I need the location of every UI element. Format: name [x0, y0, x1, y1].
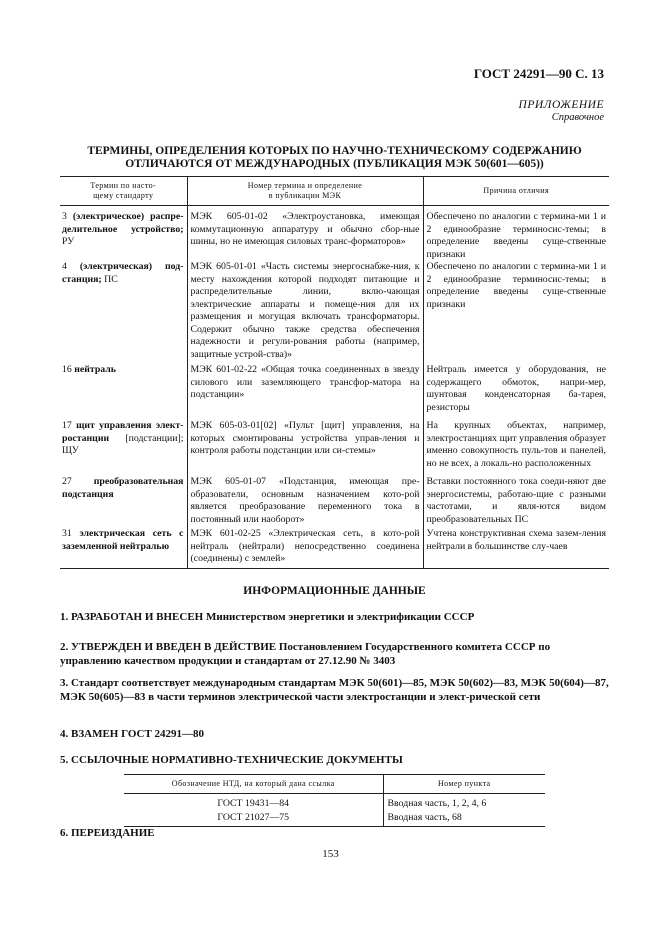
reason-cell: Нейтраль имеется у оборудования, не содержащего обмоток, напри-мер, шунтовая конденсаторная ба-тарея, резисторы — [423, 361, 609, 414]
table-row — [124, 794, 545, 812]
term-cell: 27 преобразовательная подстанция — [62, 476, 184, 500]
info-section-title: ИНФОРМАЦИОННЫЕ ДАННЫЕ — [243, 585, 426, 597]
title-line-1: ТЕРМИНЫ, ОПРЕДЕЛЕНИЯ КОТОРЫХ ПО НАУЧНО-ТЕХНИЧЕСКОМУ СОДЕРЖАНИЮ — [87, 145, 582, 157]
terms-header-row — [60, 177, 609, 206]
table-row — [60, 414, 609, 470]
ref-doc-cell: ГОСТ 19431—84 — [217, 798, 290, 809]
table-row — [60, 261, 609, 361]
term-cell: 16 нейтраль — [62, 364, 116, 375]
appendix-label: ПРИЛОЖЕНИЕ — [518, 99, 604, 111]
definition-cell: МЭК 605-01-07 «Подстанция, имеющая пре-образователи, основным назначением кото-рой является преобразование переменного тока в постоянный или наоборот» — [187, 470, 423, 526]
info-item-1: 1. РАЗРАБОТАН И ВНЕСЕН Министерством энергетики и электрификации СССР — [60, 611, 475, 623]
terms-col-header-reason: Причина отличия — [423, 177, 609, 206]
term-cell: 4 (электрическая) под-станция; ПС — [62, 261, 184, 285]
table-row — [60, 470, 609, 526]
page-header: ГОСТ 24291—90 С. 13 — [473, 66, 604, 81]
info-item-5: 5. ССЫЛОЧНЫЕ НОРМАТИВНО-ТЕХНИЧЕСКИЕ ДОКУМЕНТЫ — [60, 754, 403, 766]
refs-table — [124, 774, 545, 827]
refs-col-header-doc: Обозначение НТД, на который дана ссылка — [124, 775, 383, 794]
ref-items-cell: Вводная часть, 68 — [383, 811, 545, 827]
table-row — [60, 526, 609, 568]
term-cell: 17 щит управления элект-ростанции [подстанции]; ЩУ — [62, 420, 184, 456]
definition-cell: МЭК 601-02-25 «Электрическая сеть, в кото-рой нейтраль (нейтрали) непосредственно соединена (соединены) с землей» — [187, 526, 423, 568]
definition-cell: МЭК 605-03-01[02] «Пульт [щит] управления, на которых смонтированы устройства управ-ления и контроля работы подстанции или си-стемы» — [187, 414, 423, 470]
table-row — [60, 361, 609, 414]
refs-col-header-items: Номер пункта — [383, 775, 545, 794]
reason-cell: Вставки постоянного тока соеди-няют две энергосистемы, работаю-щие с разными частотами, и явля-ются видом преобразовательных ПС — [423, 470, 609, 526]
definition-cell: МЭК 601-02-22 «Общая точка соединенных в звезду силового или заземляющего трансфор-матора на подстанции» — [187, 361, 423, 414]
title-line-2: ОТЛИЧАЮТСЯ ОТ МЕЖДУНАРОДНЫХ (ПУБЛИКАЦИЯ МЭК 50(601—605)) — [125, 158, 544, 170]
refs-header-row — [124, 775, 545, 794]
ref-doc-cell: ГОСТ 21027—75 — [124, 811, 383, 827]
info-item-3: 3. Стандарт соответствует международным стандартам МЭК 50(601)—85, МЭК 50(602)—83, МЭК 50(604)—87, МЭК 50(605)—83 в части терминов электрической части электростанции и элект-рической сети — [60, 677, 609, 703]
appendix-sublabel: Справочное — [551, 112, 604, 123]
definition-cell: МЭК 605-01-02 «Электроустановка, имеющая коммутационную аппаратуру и обычно сбор-ные шины, но не имеющая силовых транс-форматоров» — [187, 206, 423, 262]
ref-items-cell: Вводная часть, 1, 2, 4, 6 — [383, 794, 545, 812]
terms-col-header-definition: Номер термина и определение в публикации МЭК — [187, 177, 423, 206]
terms-table — [60, 176, 609, 569]
info-item-6: 6. ПЕРЕИЗДАНИЕ — [60, 827, 155, 839]
reason-cell: Обеспечено по аналогии с термина-ми 1 и 2 единообразие терминосис-темы; в определение введены суще-ственные признаки — [423, 261, 609, 361]
terms-col-header-term: Термин по насто- щему стандарту — [60, 177, 187, 206]
page-number: 153 — [322, 848, 339, 860]
info-item-2: 2. УТВЕРЖДЕН И ВВЕДЕН В ДЕЙСТВИЕ Постановлением Государственного комитета СССР по управлению качеством продукции и стандартам от 27.12.90 № 3403 — [60, 641, 551, 667]
term-cell: 3 (электрическое) распре-делительное устройство; РУ — [62, 211, 184, 247]
table-row — [60, 206, 609, 262]
definition-cell: МЭК 605-01-01 «Часть системы энергоснабже-ния, к месту нахождения которой подходят питающие и распределительные линии, вклю-чающая электрические аппараты и помеще-ния для их размещения и могущая включать трансформаторы. Содержит обычно также средства обеспечения надежности и регули-рования работы (например, защитные устрой-ства)» — [187, 261, 423, 361]
reason-cell: Обеспечено по аналогии с термина-ми 1 и 2 единообразие терминосис-темы; в определение введены суще-ственные признаки — [423, 206, 609, 262]
reason-cell: На крупных объектах, например, электростанциях щит управления образует именно совокупность пуль-тов и панелей, но не всех, а локаль-но расположенных — [423, 414, 609, 470]
term-cell: 31 электрическая сеть с заземленной нейтралью — [60, 526, 187, 568]
appendix-title — [60, 145, 609, 171]
table-row — [124, 811, 545, 827]
info-item-4: 4. ВЗАМЕН ГОСТ 24291—80 — [60, 728, 205, 740]
reason-cell: Учтена конструктивная схема зазем-ления нейтрали в большинстве слу-чаев — [423, 526, 609, 568]
